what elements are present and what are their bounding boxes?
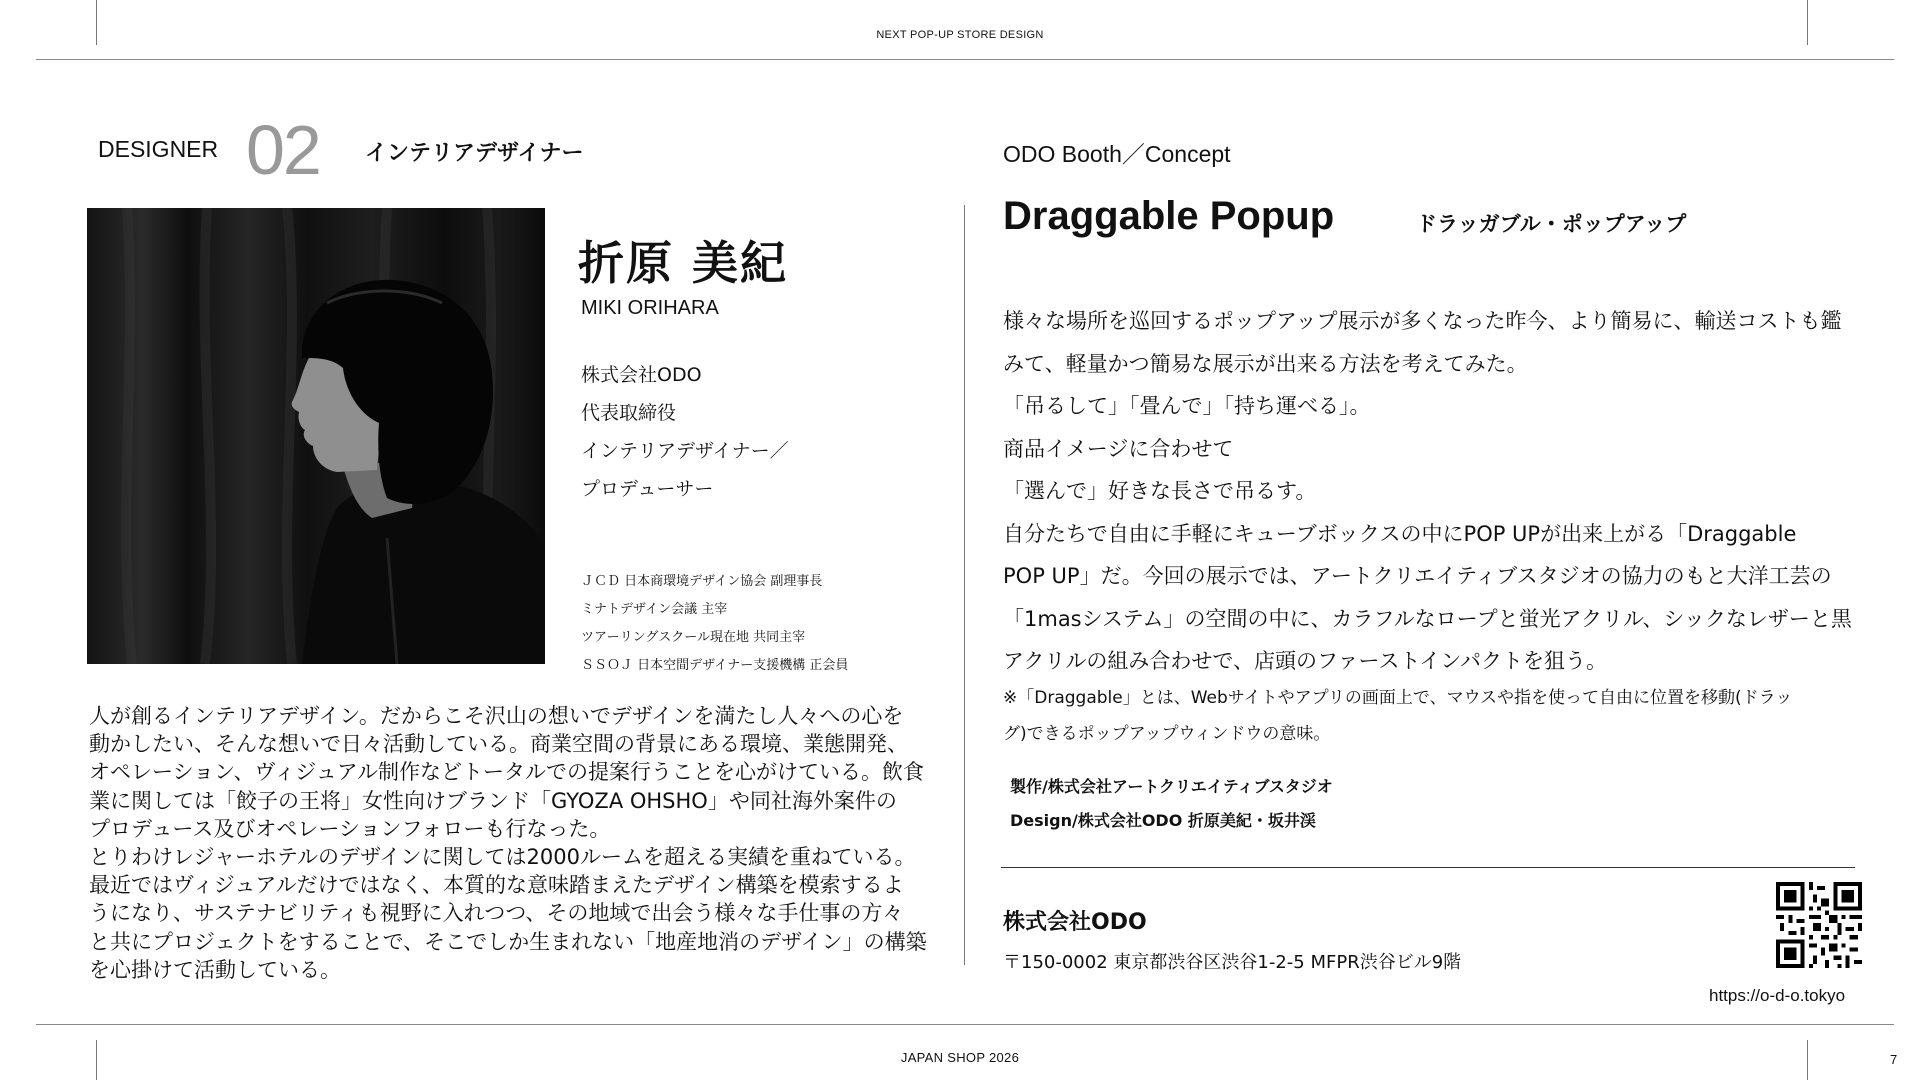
description-line: 「1masシステム」の空間の中に、カラフルなロープと蛍光アクリル、シックなレザーと黒 <box>1003 606 1852 631</box>
footer-rule <box>36 1024 1894 1025</box>
description-line: 様々な場所を巡回するポップアップ展示が多くなった昨今、より簡易に、輸送コストも鑑 <box>1003 309 1842 333</box>
bio-line: 人が創るインテリアデザイン。だからこそ沢山の想いでデザインを満たし人々への心を <box>89 704 904 728</box>
description-line: 「選んで」好きな長さで吊るす。 <box>1003 479 1317 503</box>
bio-line: 動かしたい、そんな想いで日々活動している。商業空間の背景にある環境、業態開発、 <box>89 732 908 757</box>
membership-line: ミナトデザイン会議 主宰 <box>581 602 728 617</box>
designer-memberships <box>581 568 848 680</box>
note-line: ※「Draggable」とは、Webサイトやアプリの画面上で、マウスや指を使って自由に位置を移動(ドラッ <box>1003 688 1793 708</box>
bio-line: オペレーション、ヴィジュアル制作などトータルでの提案行うことを心がけている。飲食 <box>89 760 924 785</box>
title-line: インテリアデザイナー／ <box>581 440 789 462</box>
qr-code-icon[interactable] <box>1776 882 1862 968</box>
title-line: プロデューサー <box>581 478 714 500</box>
membership-line: ＳＳＯＪ 日本空間デザイナー支援機構 正会員 <box>581 658 849 673</box>
company-rule <box>1001 867 1855 868</box>
bio-line: 最近ではヴィジュアルだけではなく、本質的な意味踏まえたデザイン構築を模索するよ <box>89 873 904 898</box>
membership-line: ツアーリングスクール現在地 共同主宰 <box>581 630 806 645</box>
credit-line: Design/株式会社ODO 折原美紀・坂井渓 <box>1010 811 1316 830</box>
concept-description <box>1003 300 1873 683</box>
description-line: みて、軽量かつ簡易な展示が出来る方法を考えてみた。 <box>1003 351 1528 376</box>
bio-line: を心掛けて活動している。 <box>89 957 341 982</box>
designer-role: インテリアデザイナー <box>365 141 584 166</box>
bio-line: とりわけレジャーホテルのデザインに関しては2000ルームを超える実績を重ねている。 <box>89 845 916 870</box>
company-name: 株式会社ODO <box>1003 910 1147 935</box>
title-line: 代表取締役 <box>581 402 677 424</box>
header-rule <box>36 59 1894 60</box>
bio-line: 業に関しては「餃子の王将」女性向けブランド「GYOZA OHSHO」や同社海外案件の <box>89 788 897 813</box>
description-line: POP UP」だ。今回の展示では、アートクリエイティブスタジオの協力のもと大洋工芸の <box>1003 564 1832 588</box>
bio-line: うになり、サステナビリティも視野に入れつつ、その地域で出会う様々な手仕事の方々 <box>89 901 904 926</box>
designer-portrait <box>87 208 545 664</box>
description-line: アクリルの組み合わせで、店頭のファーストインパクトを狙う。 <box>1003 649 1607 673</box>
company-url[interactable]: https://o-d-o.tokyo <box>1709 986 1846 1005</box>
description-line: 自分たちで自由に手軽にキューブボックスの中にPOP UPが出来上がる「Draggable <box>1003 521 1797 546</box>
concept-subtitle: ドラッガブル・ポップアップ <box>1416 212 1687 236</box>
title-line: 株式会社ODO <box>581 364 702 386</box>
page-number: 7 <box>1890 1052 1898 1067</box>
column-divider <box>964 205 965 965</box>
company-address: 〒150-0002 東京都渋谷区渋谷1-2-5 MFPR渋谷ビル9階 <box>1003 952 1462 973</box>
concept-title: Draggable Popup <box>1003 194 1335 238</box>
description-line: 「吊るして」「畳んで」「持ち運べる」。 <box>1003 394 1371 418</box>
header-title: NEXT POP-UP STORE DESIGN <box>876 29 1044 41</box>
designer-name-jp: 折原 美紀 <box>578 236 789 290</box>
concept-note <box>1003 680 1873 752</box>
concept-credits <box>1010 770 1333 838</box>
booth-concept-label: ODO Booth／Concept <box>1003 141 1231 167</box>
note-line: グ)できるポップアップウィンドウの意味。 <box>1003 724 1331 744</box>
bio-line: と共にプロジェクトをすることで、そこでしか生まれない「地産地消のデザイン」の構築 <box>89 929 927 954</box>
footer-title: JAPAN SHOP 2026 <box>900 1050 1020 1065</box>
designer-bio <box>89 702 929 984</box>
description-line: 商品イメージに合わせて <box>1003 436 1234 461</box>
membership-line: ＪＣＤ 日本商環境デザイン協会 副理事長 <box>581 574 823 589</box>
credit-line: 製作/株式会社アートクリエイティブスタジオ <box>1010 777 1333 796</box>
designer-titles <box>581 356 789 508</box>
designer-number: 02 <box>246 111 320 189</box>
designer-name-en: MIKI ORIHARA <box>581 297 719 319</box>
bio-line: プロデュース及びオペレーションフォローも行なった。 <box>89 816 611 841</box>
designer-label: DESIGNER <box>98 136 219 162</box>
